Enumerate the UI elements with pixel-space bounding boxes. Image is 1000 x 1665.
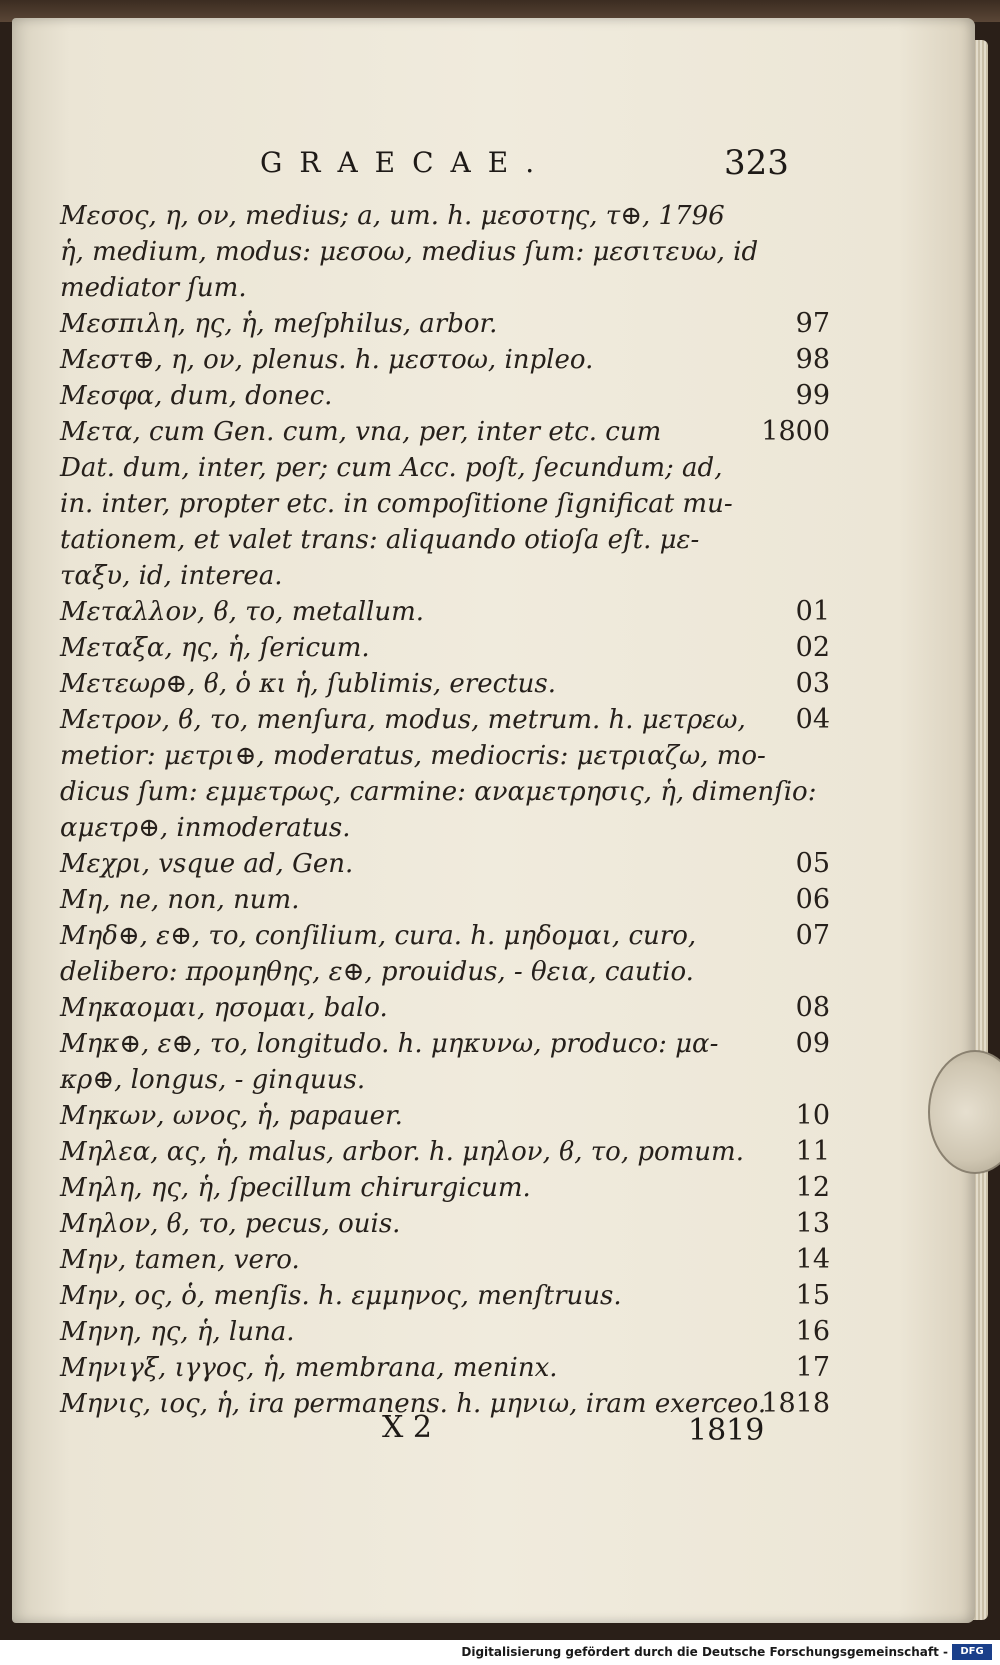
entry-line (60, 558, 820, 594)
entry-line (60, 1026, 830, 1062)
entry-text: Dat. dum, inter, per; cum Acc. poſt, ſecundum; ad, (60, 453, 723, 483)
entry-text: Μηκ⊕, ε⊕, το, longitudo. h. μηκυνω, produco: μα- (60, 1029, 719, 1059)
entry-line (60, 522, 820, 558)
entry-line (60, 630, 830, 666)
entry-text: Μηνιγξ, ιγγος, ἡ, membrana, meninx. (60, 1353, 558, 1383)
entry-text: Μηκαομαι, ησομαι, balo. (60, 993, 388, 1023)
entry-line (60, 450, 820, 486)
entry-line (60, 342, 830, 378)
entry-number: 13 (795, 1208, 830, 1239)
entry-text: Μηλεα, ας, ἡ, malus, arbor. h. μηλον, ϐ, το, pomum. (60, 1137, 744, 1167)
entry-text: Μεσφα, dum, donec. (60, 381, 333, 411)
signature-mark: X 2 (382, 1410, 432, 1445)
entry-line (60, 990, 830, 1026)
entry-line (60, 1278, 830, 1314)
dfg-credit-text: Digitalisierung gefördert durch die Deutsche Forschungsgemeinschaft - (461, 1645, 948, 1659)
page-number: 323 (724, 143, 789, 183)
entry-text: Μηλον, ϐ, το, pecus, ouis. (60, 1209, 401, 1239)
entry-text: Μεταλλον, ϐ, το, metallum. (60, 597, 424, 627)
entry-number: 10 (795, 1100, 830, 1131)
entry-line (60, 270, 820, 306)
entry-number: 02 (795, 632, 830, 663)
entry-text: Μην, tamen, vero. (60, 1245, 300, 1275)
entry-line (60, 234, 820, 270)
entry-text: Μεστ⊕, η, ον, plenus. h. μεστοω, inpleo. (60, 345, 594, 375)
catchword: 1819 (688, 1413, 765, 1448)
entry-text: tationem, et valet trans: aliquando otioſa eſt. με- (60, 525, 700, 555)
entry-line (60, 1314, 830, 1350)
entry-number: 05 (795, 848, 830, 879)
entry-text: delibero: προμηθης, ε⊕, prouidus, - θεια, cautio. (60, 957, 694, 987)
entry-text: Μετρον, ϐ, το, menſura, modus, metrum. h. μετρεω, (60, 705, 746, 735)
entry-line (60, 1098, 830, 1134)
entry-line (60, 378, 830, 414)
entry-line (60, 666, 830, 702)
entry-line (60, 1170, 830, 1206)
entry-number: 08 (795, 992, 830, 1023)
entry-line (60, 882, 830, 918)
entry-number: 1800 (761, 416, 830, 447)
entry-text: Μεσπιλη, ης, ἡ, meſphilus, arbor. (60, 309, 498, 339)
entry-number: 14 (795, 1244, 830, 1275)
book-page (12, 18, 975, 1623)
entry-number: 97 (795, 308, 830, 339)
entry-text: Μεταξα, ης, ἡ, ſericum. (60, 633, 370, 663)
entry-text: Μετα, cum Gen. cum, vna, per, inter etc. cum (60, 417, 662, 447)
entry-text: Μεσος, η, ον, medius; a, um. h. μεσοτης, τ⊕, 1796 (60, 201, 725, 231)
entry-text: in. inter, propter etc. in compoſitione ſignificat mu- (60, 489, 733, 519)
entry-text: Μηνις, ιος, ἡ, ira permanens. h. μηνιω, iram exerceo. (60, 1389, 767, 1419)
entry-line (60, 1062, 820, 1098)
entry-number: 03 (795, 668, 830, 699)
entry-number: 15 (795, 1280, 830, 1311)
entry-line (60, 810, 820, 846)
entry-text: Μετεωρ⊕, ϐ, ὁ κι ἡ, ſublimis, erectus. (60, 669, 556, 699)
entry-text: mediator ſum. (60, 273, 247, 303)
running-title: GRAECAE. (260, 146, 552, 179)
entry-number: 17 (795, 1352, 830, 1383)
entry-number: 04 (795, 704, 830, 735)
entry-text: Μηκων, ωνος, ἡ, papauer. (60, 1101, 403, 1131)
entry-number: 07 (795, 920, 830, 951)
entry-line (60, 306, 830, 342)
dictionary-entries (60, 198, 830, 1422)
entry-line (60, 414, 830, 450)
entry-number: 16 (795, 1316, 830, 1347)
entry-line (60, 774, 820, 810)
entry-line (60, 486, 820, 522)
entry-number: 99 (795, 380, 830, 411)
entry-text: Μεχρι, vsque ad, Gen. (60, 849, 354, 879)
entry-number: 11 (795, 1136, 830, 1167)
entry-text: Μηνη, ης, ἡ, luna. (60, 1317, 295, 1347)
entry-number: 12 (795, 1172, 830, 1203)
entry-number: 09 (795, 1028, 830, 1059)
entry-line (60, 846, 830, 882)
entry-text: Μη, ne, non, num. (60, 885, 300, 915)
entry-text: αμετρ⊕, inmoderatus. (60, 813, 351, 843)
entry-line (60, 918, 830, 954)
entry-line (60, 594, 830, 630)
entry-number: 1818 (761, 1388, 830, 1419)
entry-line (60, 1242, 830, 1278)
entry-text: dicus ſum: εμμετρως, carmine: αναμετρησις, ἡ, dimenſio: (60, 777, 817, 807)
entry-text: ἡ, medium, modus: μεσοω, medius ſum: μεσιτευω, id (60, 237, 759, 267)
entry-line (60, 198, 820, 234)
dfg-logo: DFG (952, 1644, 992, 1660)
entry-text: Μηλη, ης, ἡ, ſpecillum chirurgicum. (60, 1173, 531, 1203)
entry-line (60, 954, 820, 990)
entry-line (60, 1206, 830, 1242)
entry-line (60, 1134, 830, 1170)
entry-text: ταξυ, id, interea. (60, 561, 283, 591)
entry-text: κρ⊕, longus, - ginquus. (60, 1065, 366, 1095)
entry-number: 98 (795, 344, 830, 375)
entry-text: Μηδ⊕, ε⊕, το, conſilium, cura. h. μηδομαι, curo, (60, 921, 697, 951)
entry-line (60, 1350, 830, 1386)
entry-number: 06 (795, 884, 830, 915)
entry-line (60, 738, 820, 774)
entry-text: metior: μετρι⊕, moderatus, mediocris: μετριαζω, mo- (60, 741, 766, 771)
entry-text: Μην, ος, ὁ, menſis. h. εμμηνος, menſtruus. (60, 1281, 622, 1311)
entry-line (60, 702, 830, 738)
entry-number: 01 (795, 596, 830, 627)
